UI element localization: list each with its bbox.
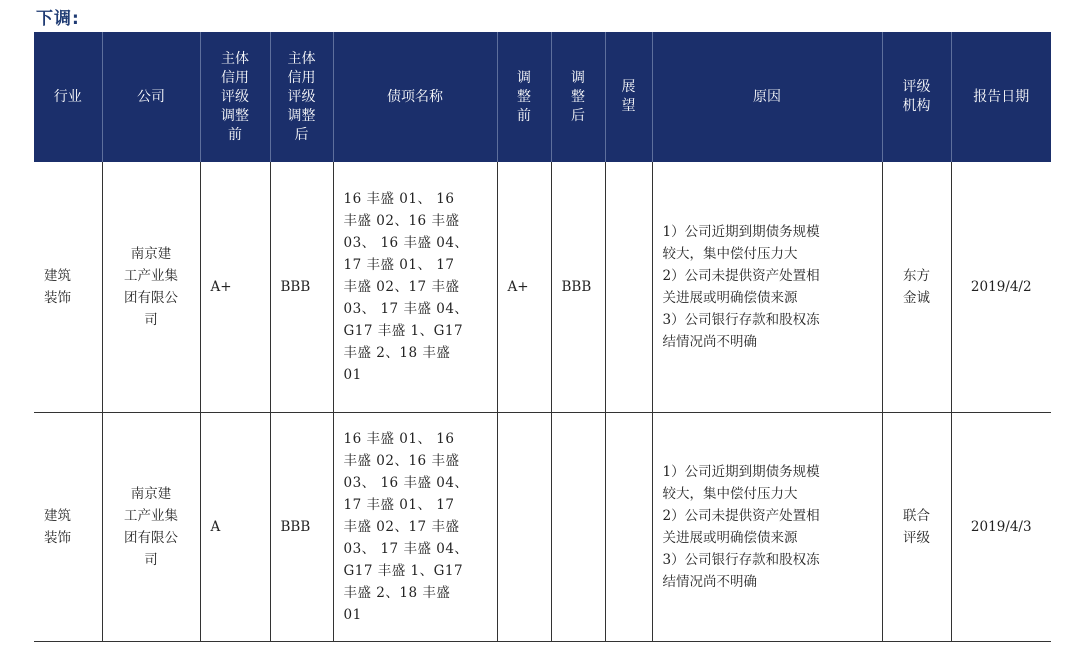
cell-rating-before: A+ xyxy=(200,162,270,413)
header-entity-rating-after: 主体 信用 评级 调整 后 xyxy=(270,32,333,162)
header-issue-rating-after: 调 整 后 xyxy=(551,32,605,162)
cell-agency: 联合 评级 xyxy=(882,413,951,642)
header-industry: 行业 xyxy=(34,32,102,162)
cell-report-date: 2019/4/3 xyxy=(951,413,1051,642)
header-outlook: 展 望 xyxy=(605,32,652,162)
cell-reason: 1）公司近期到期债务规模 较大，集中偿付压力大 2）公司未提供资产处置相 关进展或明确偿债来源 3）公司银行存款和股权冻 结情况尚不明确 xyxy=(652,162,882,413)
table-row xyxy=(34,162,1051,413)
section-title: 下调: xyxy=(36,9,80,29)
header-issue-rating-before: 调 整 前 xyxy=(497,32,551,162)
cell-outlook xyxy=(605,413,652,642)
cell-report-date: 2019/4/2 xyxy=(951,162,1051,413)
header-row xyxy=(34,32,1051,162)
cell-industry: 建筑 装饰 xyxy=(34,413,102,642)
header-company: 公司 xyxy=(102,32,200,162)
header-report-date: 报告日期 xyxy=(951,32,1051,162)
cell-company: 南京建 工产业集 团有限公 司 xyxy=(102,162,200,413)
cell-issue-after xyxy=(551,413,605,642)
header-issue-names: 债项名称 xyxy=(333,32,497,162)
cell-reason: 1）公司近期到期债务规模 较大，集中偿付压力大 2）公司未提供资产处置相 关进展或明确偿债来源 3）公司银行存款和股权冻 结情况尚不明确 xyxy=(652,413,882,642)
cell-issue-before: A+ xyxy=(497,162,551,413)
header-agency: 评级 机构 xyxy=(882,32,951,162)
cell-company: 南京建 工产业集 团有限公 司 xyxy=(102,413,200,642)
cell-agency: 东方 金诚 xyxy=(882,162,951,413)
cell-rating-after: BBB xyxy=(270,413,333,642)
header-entity-rating-before: 主体 信用 评级 调整 前 xyxy=(200,32,270,162)
cell-issue-names: 16 丰盛 01、 16 丰盛 02、16 丰盛 03、 16 丰盛 04、 17 丰盛 01、 17 丰盛 02、17 丰盛 03、 17 丰盛 04、 G17 丰盛 1、G17 丰盛 2、18 丰盛 01 xyxy=(333,413,497,642)
cell-issue-after: BBB xyxy=(551,162,605,413)
header-reason: 原因 xyxy=(652,32,882,162)
cell-industry: 建筑 装饰 xyxy=(34,162,102,413)
cell-rating-after: BBB xyxy=(270,162,333,413)
cell-rating-before: A xyxy=(200,413,270,642)
rating-adjustment-table xyxy=(34,32,1051,642)
cell-issue-before xyxy=(497,413,551,642)
cell-outlook xyxy=(605,162,652,413)
table-row xyxy=(34,413,1051,642)
cell-issue-names: 16 丰盛 01、 16 丰盛 02、16 丰盛 03、 16 丰盛 04、 17 丰盛 01、 17 丰盛 02、17 丰盛 03、 17 丰盛 04、 G17 丰盛 1、G17 丰盛 2、18 丰盛 01 xyxy=(333,162,497,413)
